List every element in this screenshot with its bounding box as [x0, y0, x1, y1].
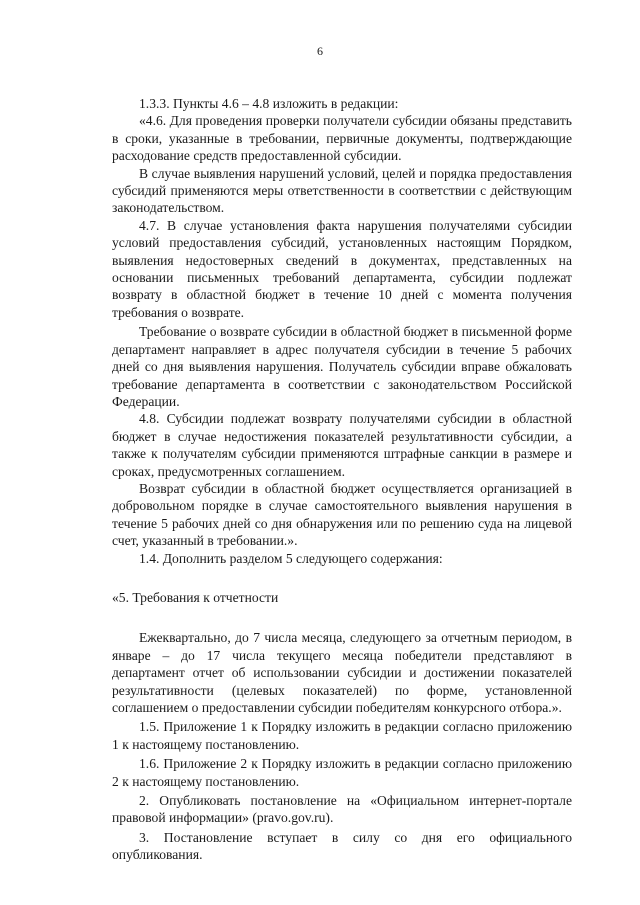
paragraph-item-4-8: 4.8. Субсидии подлежат возврату получателями субсидии в областной бюджет в случае недостижения показателей результативности субсидии, а также к получателям субсидии применяются штрафные санкции в размере и сроках, предусмотренных соглашением.: [112, 411, 572, 479]
page-number: 6: [317, 44, 323, 58]
document-body: [112, 95, 572, 864]
paragraph-subsidy-return: Возврат субсидии в областной бюджет осуществляется организацией в добровольном порядке в случае самостоятельного выявления нарушения в течение 5 рабочих дней со дня обнаружения или по решению суда на лицевой счет, указанный в требовании.».: [112, 480, 572, 549]
paragraph-item-1-6: 1.6. Приложение 2 к Порядку изложить в редакции согласно приложению 2 к настоящему постановлению.: [112, 756, 572, 789]
paragraph-item-1-3-3: 1.3.3. Пункты 4.6 – 4.8 изложить в редакции:: [139, 96, 399, 111]
paragraph-item-4-7: 4.7. В случае установления факта нарушения получателями субсидии условий предоставления субсидий, установленных настоящим Порядком, выявления недостоверных сведений в документах, представленных на основании письменных требований департамента, субсидии подлежат возврату в областной бюджет в течение 10 дней с момента получения требования о возврате.: [112, 217, 572, 320]
paragraph-item-1-5: 1.5. Приложение 1 к Порядку изложить в редакции согласно приложению 1 к настоящему постановлению.: [112, 719, 572, 752]
paragraph-item-4-6: «4.6. Для проведения проверки получатели субсидии обязаны представить в сроки, указанные в требовании, первичные документы, подтверждающие расходование средств предоставленной субсидии.: [112, 113, 572, 164]
paragraph-quarterly-report: Ежеквартально, до 7 числа месяца, следующего за отчетным периодом, в январе – до 17 числа текущего месяца победители представляют в департамент отчет об использовании субсидии и достижении показателей результативности (целевых показателей) по форме, установленной соглашением о предоставлении субсидии победителям конкурсного отбора.».: [112, 630, 572, 715]
paragraph-return-demand: Требование о возврате субсидии в областной бюджет в письменной форме департамент направляет в адрес получателя субсидии в течение 5 рабочих дней со дня выявления нарушения. Получатель субсидии вправе обжаловать требование департамента в соответствии с законодательством Российской Федерации.: [112, 324, 572, 409]
paragraph-item-3: 3. Постановление вступает в силу со дня его официального опубликования.: [112, 829, 572, 863]
paragraph-item-1-4: 1.4. Дополнить разделом 5 следующего содержания:: [139, 550, 443, 566]
paragraph-violations: В случае выявления нарушений условий, целей и порядка предоставления субсидий применяются меры ответственности в соответствии с действующим законодательством.: [112, 165, 572, 216]
section-title: «5. Требования к отчетности: [112, 589, 279, 605]
paragraph-item-2: 2. Опубликовать постановление на «Официальном интернет-портале правовой информации» (pravo.gov.ru).: [112, 793, 572, 826]
